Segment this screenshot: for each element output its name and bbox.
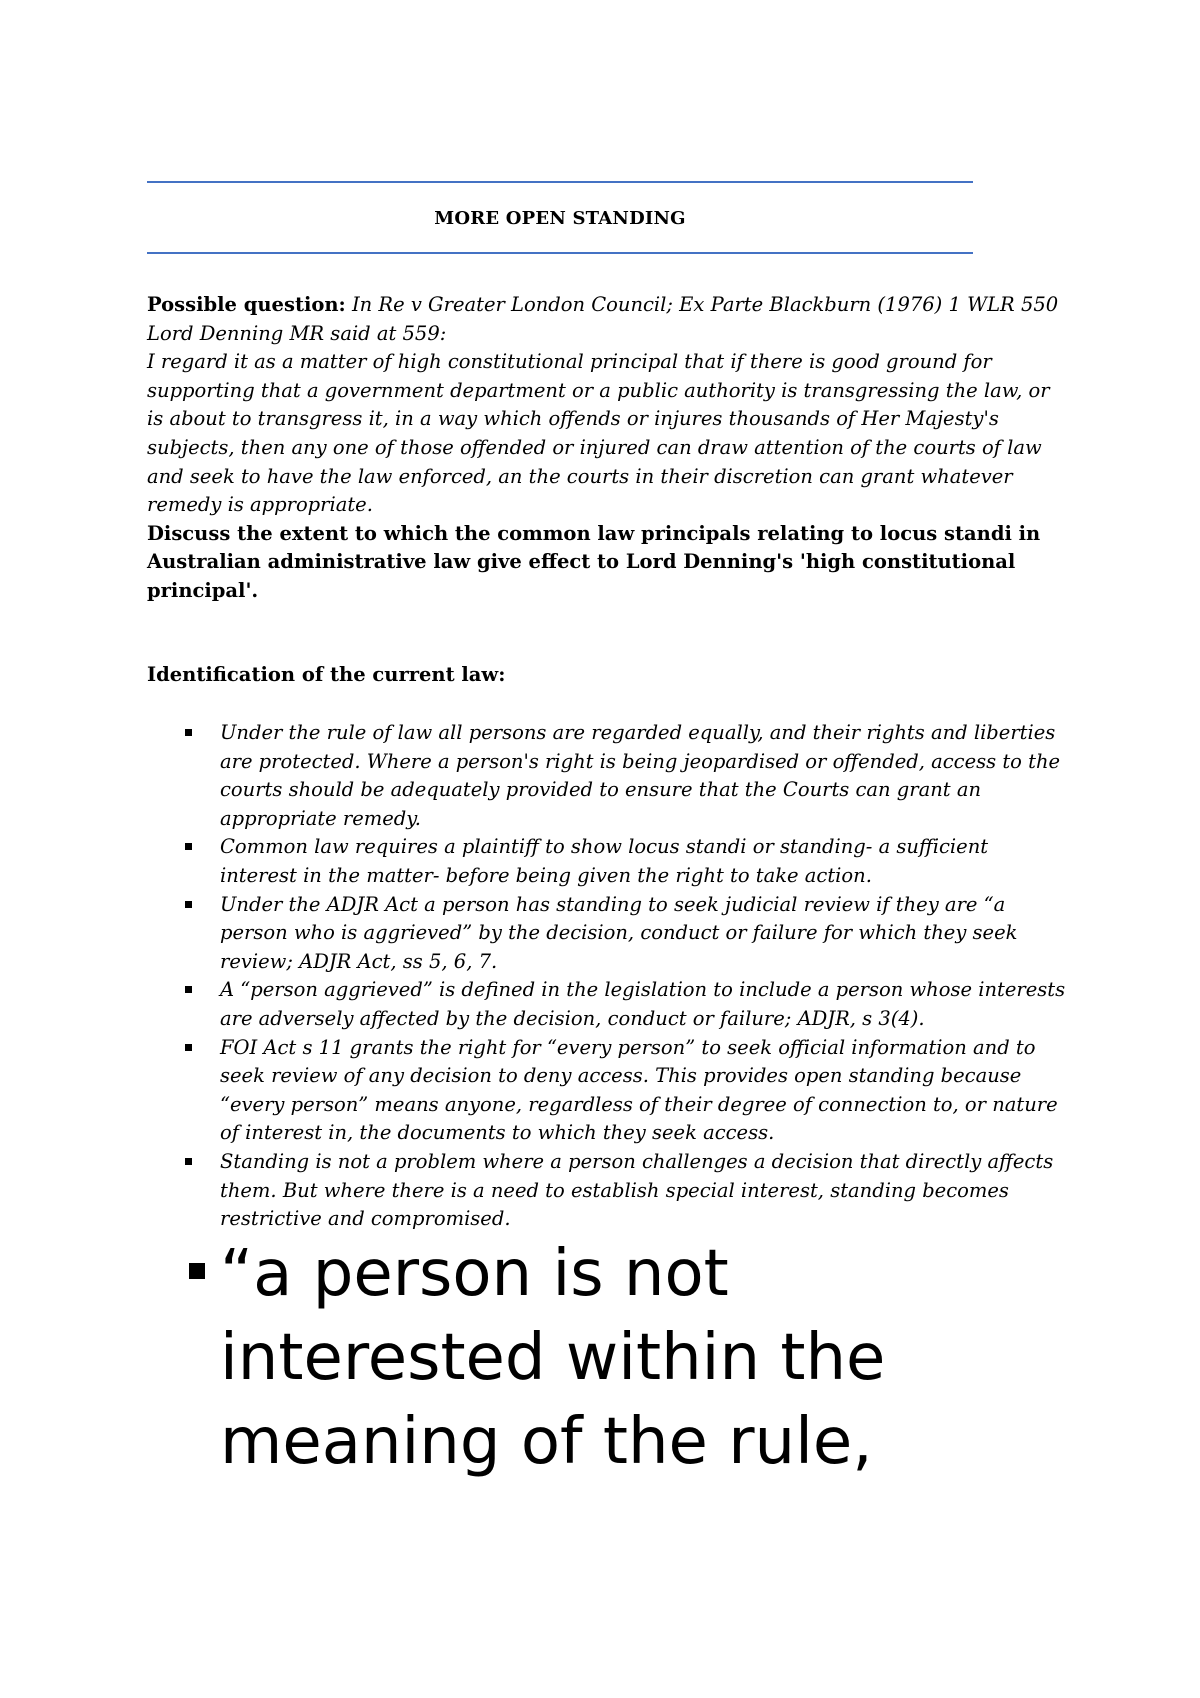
list-item-text: FOI Act s 11 grants the right for “every person” to seek official information and to seek review of any decision to deny access. This provides open standing because “every person” means anyone, regardless of their degree of connection to, or nature of interest in, the documents to which they seek access.	[220, 1035, 1058, 1145]
list-item-text: Under the ADJR Act a person has standing to seek judicial review if they are “a person who is aggrieved” by the decision, conduct or failure for which they seek review; ADJR Act, ss 5, 6, 7.	[220, 892, 1018, 973]
square-bullet-icon	[185, 901, 192, 908]
square-bullet-icon	[189, 1263, 205, 1279]
list-item	[147, 891, 1067, 977]
question-label: Possible question:	[147, 293, 346, 316]
list-item-text: A “person aggrieved” is defined in the legislation to include a person whose interests are adversely affected by the decision, conduct or failure; ADJR, s 3(4).	[220, 978, 1066, 1030]
large-bullet	[147, 1232, 1047, 1484]
heading-rule-top	[147, 181, 973, 183]
heading-rule-bottom	[147, 252, 973, 254]
list-item-text: Under the rule of law all persons are regarded equally, and their rights and liberties are protected. Where a person's right is being jeopardised or offended, access to the courts should be adequately provided to ensure that the Courts can grant an appropriate remedy.	[220, 721, 1061, 830]
list-item-text: Common law requires a plaintiff to show locus standi or standing- a sufficient interest in the matter- before being given the right to take action.	[220, 835, 989, 887]
square-bullet-icon	[185, 1158, 192, 1165]
large-bullet-text: “a person is not interested within the meaning of the rule,	[220, 1237, 886, 1479]
question-citation: In Re v Greater London Council; Ex Parte Blackburn (1976) 1 WLR 550 Lord Denning MR said at 559:	[147, 293, 1059, 345]
square-bullet-icon	[185, 986, 192, 993]
square-bullet-icon	[185, 1044, 192, 1051]
question-task: Discuss the extent to which the common law principals relating to locus standi in Australian administrative law give effect to Lord Denning's 'high constitutional principal'.	[147, 521, 1041, 602]
list-item	[147, 1148, 1067, 1234]
list-item-text: Standing is not a problem where a person challenges a decision that directly affects them. But where there is a need to establish special interest, standing becomes restrictive and compromised.	[220, 1149, 1054, 1231]
list-item	[147, 719, 1067, 833]
denning-quote: I regard it as a matter of high constitutional principal that if there is good ground for supporting that a government department or a public authority is transgressing the law, or is about to transgress it, in a way which offends or injures thousands of Her Majesty's subjects, then any one of those offended or injured can draw attention of the courts of law and seek to have the law enforced, an the courts in their discretion can grant whatever remedy is appropriate.	[147, 350, 1050, 517]
square-bullet-icon	[185, 729, 192, 736]
list-item	[147, 976, 1067, 1033]
square-bullet-icon	[185, 843, 192, 850]
list-item	[147, 833, 1067, 890]
section-title: Identification of the current law:	[147, 663, 506, 686]
list-item	[147, 1034, 1067, 1148]
question-intro	[147, 291, 1067, 348]
possible-question	[147, 291, 1067, 606]
page-title: MORE OPEN STANDING	[434, 208, 686, 229]
current-law-list	[147, 719, 1067, 1234]
